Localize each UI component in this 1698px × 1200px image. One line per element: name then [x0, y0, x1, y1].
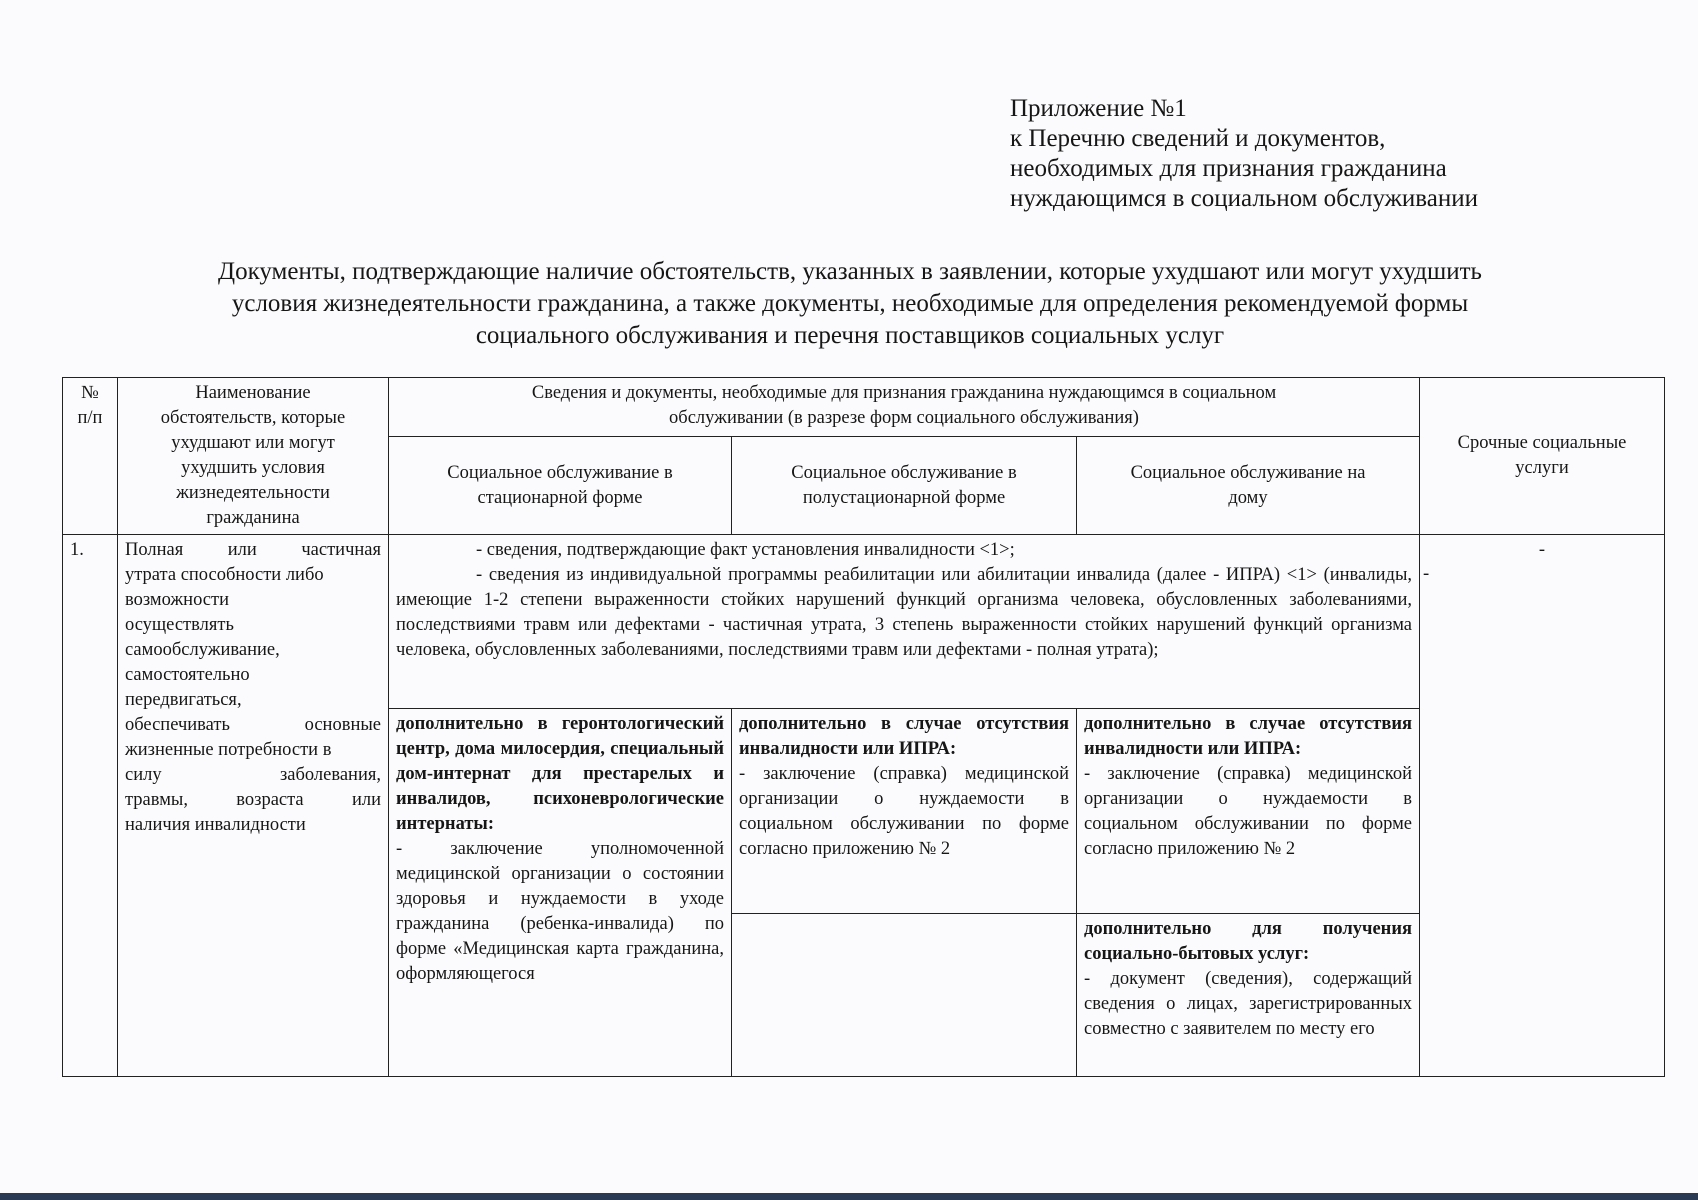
header-line: Сведения и документы, необходимые для признания гражданина нуждающимся в социальном	[531, 383, 1277, 403]
header-line: Социальное обслуживание на	[1130, 462, 1366, 483]
circumstance-line: возможности	[125, 590, 229, 610]
home2-text: - документ (сведения), содержащий сведения о лицах, зарегистрированных совместно с заявителем по месту его	[1084, 969, 1413, 1039]
header-line: обстоятельств, которые	[160, 408, 346, 428]
urgent-services-cell	[1420, 535, 1665, 1077]
circumstance-line: утрата способности либо	[125, 565, 324, 585]
circumstance-line: осуществлять	[125, 615, 234, 635]
header-line: ухудшают или могут	[171, 433, 335, 453]
circumstance-line: самообслуживание,	[125, 640, 280, 660]
circumstance-line: наличия инвалидности	[125, 815, 306, 835]
stationary-text: - заключение уполномоченной медицинской организации о состоянии здоровья и нуждаемости в уходе гражданина (ребенка-инвалида) по форме «Медицинская карта гражданина, оформляющегося	[396, 839, 724, 984]
circumstance-line: Полная или частичная	[125, 540, 381, 560]
header-line: Социальное обслуживание в	[791, 462, 1017, 483]
home-bold-text: дополнительно в случае отсутствия инвалидности или ИПРА:	[1084, 714, 1413, 759]
header-stationary	[389, 437, 732, 535]
header-line: жизнедеятельности	[176, 483, 330, 503]
mid-dash: -	[1423, 564, 1430, 584]
circumstance-line: обеспечивать основные	[125, 715, 381, 735]
header-home	[1077, 437, 1420, 535]
documents-table	[62, 377, 1665, 1077]
title-line: социального обслуживания и перечня поставщиков социальных услуг	[475, 322, 1225, 349]
scan-edge	[0, 1193, 1698, 1200]
row-number: 1.	[63, 535, 118, 1077]
appendix-line: нуждающимся в социальном обслуживании	[1010, 185, 1479, 212]
header-circumstance	[118, 378, 389, 535]
semistationary-empty-cell	[732, 914, 1077, 1077]
title-line: условия жизнедеятельности гражданина, а также документы, необходимые для определения рекомендуемой формы	[231, 290, 1469, 317]
document-title	[80, 256, 1620, 352]
home-requirements	[1077, 709, 1420, 914]
row-circumstance	[118, 535, 389, 1077]
header-num-line: №	[81, 383, 99, 403]
stationary-bold-text: дополнительно в геронтологический центр, дома милосердия, специальный дом-интернат для престарелых и инвалидов, психоневрологические интернаты:	[396, 714, 724, 834]
header-line: дому	[1228, 487, 1268, 508]
circumstance-line: самостоятельно	[125, 665, 250, 685]
common-paragraph-1: - сведения, подтверждающие факт установления инвалидности <1>;	[476, 540, 1015, 560]
header-line: гражданина	[206, 508, 300, 528]
semistationary-requirements	[732, 709, 1077, 914]
header-line: ухудшить условия	[181, 458, 325, 478]
home-text: - заключение (справка) медицинской организации о нуждаемости в социальном обслуживании по форме согласно приложению № 2	[1084, 764, 1413, 859]
stationary-requirements	[389, 709, 732, 1077]
header-line: стационарной форме	[477, 487, 643, 508]
header-line: Социальное обслуживание в	[447, 462, 673, 483]
header-line: услуги	[1515, 458, 1569, 478]
appendix-line: необходимых для признания гражданина	[1010, 155, 1447, 182]
header-num	[63, 378, 118, 535]
circumstance-line: силу заболевания,	[125, 765, 381, 785]
header-group	[389, 378, 1420, 437]
home-social-services	[1077, 914, 1420, 1077]
home2-bold-text: дополнительно для получения социально-бытовых услуг:	[1084, 919, 1413, 964]
common-paragraph-2: - сведения из индивидуальной программы реабилитации или абилитации инвалида (далее - ИПРА) <1> (инвалиды, имеющие 1-2 степени выраженности стойких нарушений функций организма человека, обусловленных заболеваниями, последствиями травм или дефектами - частичная утрата, 3 степень выраженности стойких нарушений функций организма человека, обусловленных заболеваниями, последствиями травм или дефектами - полная утрата);	[396, 565, 1413, 660]
header-num-line: п/п	[77, 408, 103, 428]
appendix-line: Приложение №1	[1010, 95, 1187, 122]
header-urgent	[1420, 378, 1665, 535]
appendix-header	[1010, 94, 1670, 214]
appendix-line: к Перечню сведений и документов,	[1010, 125, 1386, 152]
urgent-dash: -	[1538, 540, 1546, 560]
header-line: полустационарной форме	[802, 487, 1006, 508]
circumstance-line: жизненные потребности в	[125, 740, 332, 760]
circumstance-line: передвигаться,	[125, 690, 242, 710]
header-semistationary	[732, 437, 1077, 535]
title-line: Документы, подтверждающие наличие обстоятельств, указанных в заявлении, которые ухудшают или могут ухудшить	[218, 258, 1482, 285]
header-line: обслуживании (в разрезе форм социального обслуживания)	[669, 408, 1139, 428]
common-requirements	[389, 535, 1420, 709]
semistationary-text: - заключение (справка) медицинской организации о нуждаемости в социальном обслуживании по форме согласно приложению № 2	[739, 764, 1069, 859]
header-line: Срочные социальные	[1457, 433, 1627, 453]
circumstance-line: травмы, возраста или	[125, 790, 381, 810]
semistationary-bold-text: дополнительно в случае отсутствия инвалидности или ИПРА:	[739, 714, 1069, 759]
header-line: Наименование	[195, 383, 311, 403]
